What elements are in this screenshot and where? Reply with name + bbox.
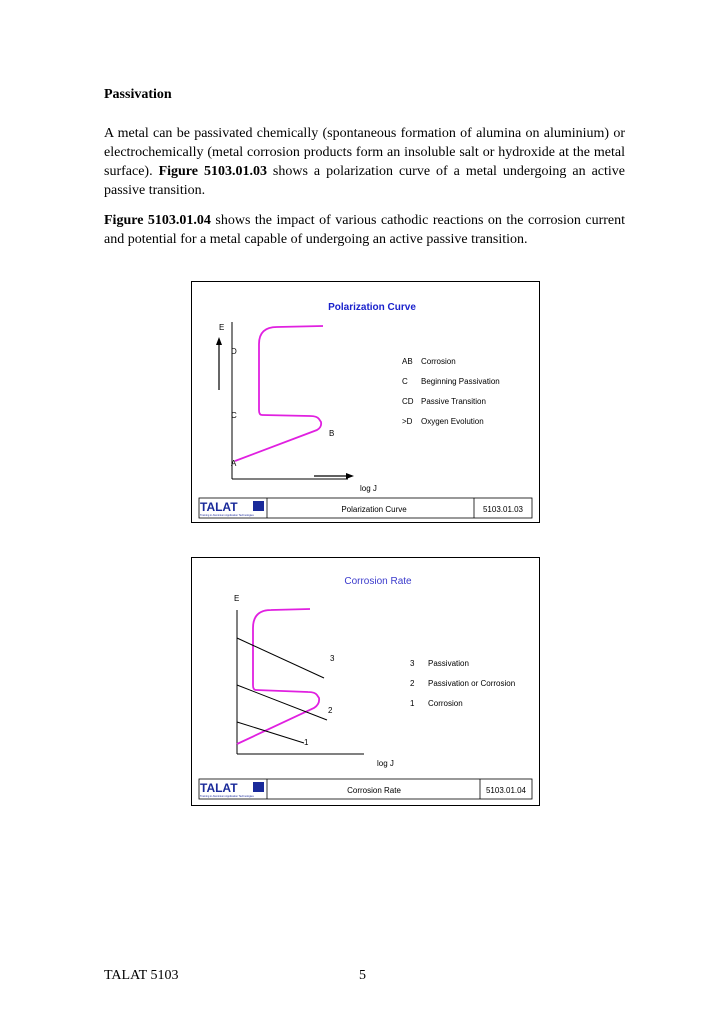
corrosion-rate-diagram — [192, 558, 539, 805]
legend-key: >D — [402, 417, 413, 426]
axis-e-label: E — [219, 323, 225, 332]
eu-flag-icon — [253, 782, 264, 792]
line-1-label: 1 — [304, 738, 309, 747]
talat-logo-subtitle: Training in Aluminium Application Technologies — [200, 795, 254, 798]
legend — [402, 357, 500, 426]
axis-logj-label: log J — [377, 759, 394, 768]
arrowhead-icon — [346, 473, 354, 479]
legend — [410, 659, 515, 708]
point-d-label: D — [231, 347, 237, 356]
page-footer-doc-id: TALAT 5103 — [104, 968, 179, 983]
figure-footer — [199, 498, 532, 518]
paragraph-passivation — [104, 124, 625, 200]
page-number: 5 — [359, 968, 366, 983]
section-heading: Passivation — [104, 87, 172, 102]
cathodic-line-3 — [237, 638, 324, 678]
legend-key: 2 — [410, 679, 415, 688]
axis-logj-label: log J — [360, 484, 377, 493]
legend-label: Passivation or Corrosion — [428, 679, 516, 688]
eu-flag-icon — [253, 501, 264, 511]
figure-number: 5103.01.04 — [485, 786, 527, 795]
figure-caption: Polarization Curve — [341, 505, 407, 514]
legend-key: CD — [402, 397, 414, 406]
legend-key: C — [402, 377, 408, 386]
talat-logo-subtitle: Training in Aluminium Application Technologies — [200, 514, 254, 517]
legend-key: 1 — [410, 699, 415, 708]
legend-label: Corrosion — [421, 357, 456, 366]
line-3-label: 3 — [330, 654, 335, 663]
point-a-label: A — [231, 459, 237, 468]
paragraph-text: A metal can be passivated chemically (spontaneous formation of alumina on aluminium) or electrochemically (metal corrosion products form an insoluble salt or hydroxide at the metal surface). — [104, 126, 625, 179]
figure-footer — [199, 779, 532, 799]
legend-label: Passive Transition — [421, 397, 486, 406]
axis-e-label: E — [234, 594, 240, 603]
paragraph-text: shows the impact of various cathodic reactions on the corrosion current and potential for a metal capable of undergoing an active passive transition. — [104, 213, 626, 247]
figure-ref: Figure 5103.01.04 — [104, 213, 211, 228]
talat-logo: TALAT — [200, 500, 238, 514]
figure-number: 5103.01.03 — [482, 505, 524, 514]
figure-ref: Figure 5103.01.03 — [158, 164, 267, 179]
polarization-curve — [237, 609, 319, 744]
point-b-label: B — [329, 429, 335, 438]
legend-label: Oxygen Evolution — [421, 417, 484, 426]
legend-label: Beginning Passivation — [421, 377, 500, 386]
polarization-diagram — [192, 282, 539, 522]
paragraph-cathodic — [104, 211, 625, 249]
figure-corrosion-rate — [191, 557, 540, 806]
point-c-label: C — [231, 411, 237, 420]
figure-caption: Corrosion Rate — [347, 786, 401, 795]
polarization-curve — [235, 326, 323, 461]
legend-key: AB — [402, 357, 413, 366]
legend-key: 3 — [410, 659, 415, 668]
arrowhead-icon — [216, 337, 222, 345]
line-2-label: 2 — [328, 706, 333, 715]
legend-label: Corrosion — [428, 699, 463, 708]
legend-label: Passivation — [428, 659, 469, 668]
talat-logo: TALAT — [200, 781, 238, 795]
figure-polarization-curve — [191, 281, 540, 523]
paragraph-text: shows a polarization curve of a metal undergoing an active passive transition. — [104, 164, 626, 198]
figure-title: Corrosion Rate — [344, 576, 412, 587]
figure-title: Polarization Curve — [328, 302, 416, 313]
